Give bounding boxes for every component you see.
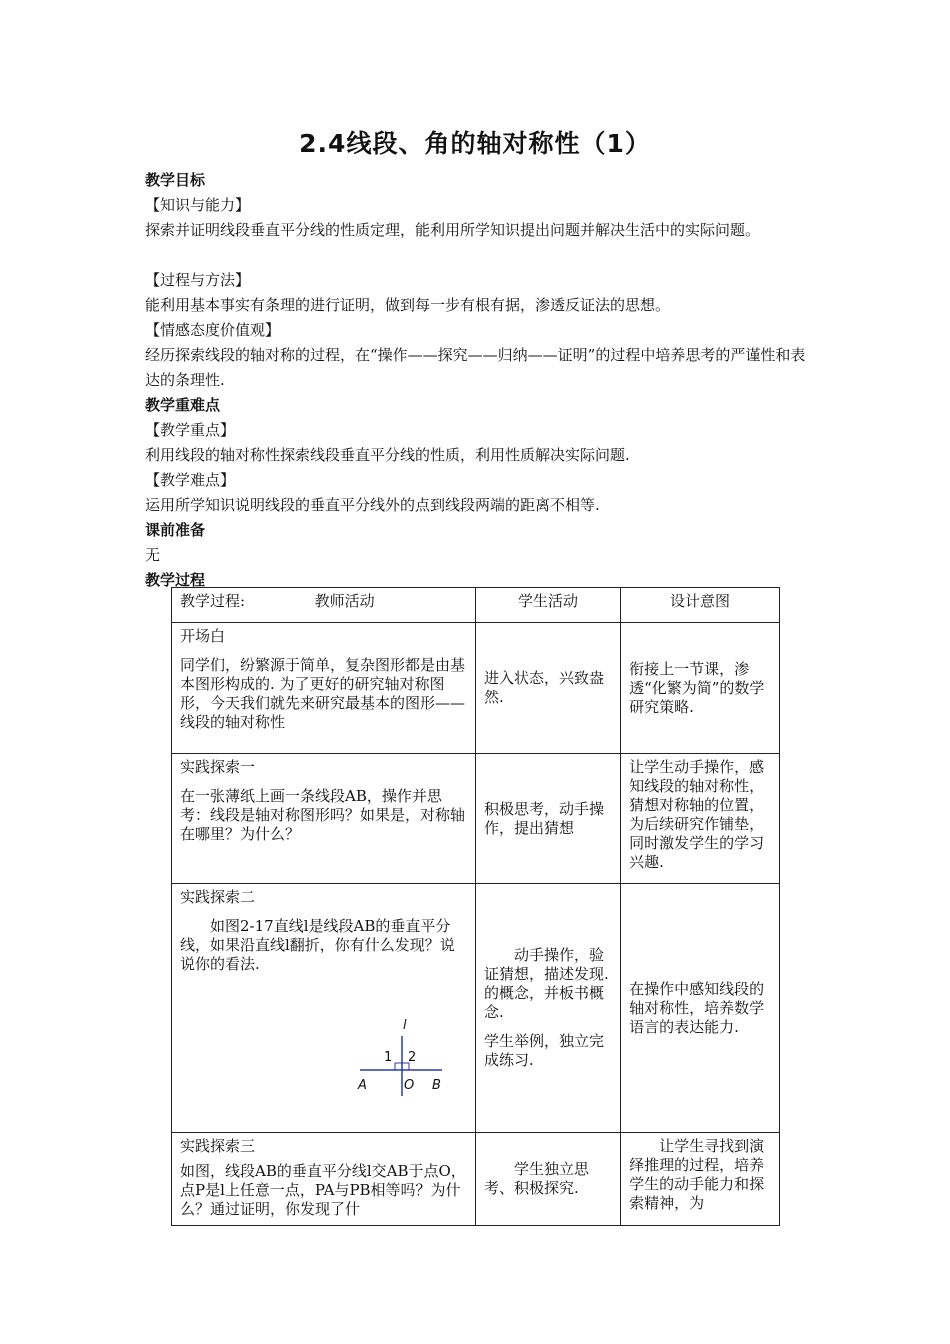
document-body [145, 168, 810, 593]
table-row [172, 884, 780, 1133]
page-title: 2.4线段、角的轴对称性（1） [299, 129, 651, 158]
heading-goals: 教学目标 [145, 171, 206, 189]
angle-label-2: 2 [408, 1050, 417, 1065]
row4-teacher-text: 如图，线段AB的垂直平分线l交AB于点O，点P是l上任意一点，PA与PB相等吗？为什么？通过证明，你发现了什 [180, 1162, 466, 1218]
perpendicular-bisector-figure [180, 986, 467, 1096]
para-knowledge: 探索并证明线段垂直平分线的性质定理，能利用所学知识提出问题并解决生活中的实际问题。 [145, 221, 761, 239]
angle-label-1: 1 [384, 1050, 393, 1065]
para-difficulty: 运用所学知识说明线段的垂直平分线外的点到线段两端的距离不相等. [145, 496, 600, 514]
row1-design-cell: 衔接上一节课，渗透“化繁为简”的数学研究策略. [621, 623, 780, 754]
row2-student-cell: 积极思考，动手操作，提出猜想 [476, 754, 621, 884]
bracket-key: 【教学重点】 [145, 421, 236, 439]
label-a: A [358, 1078, 367, 1093]
row2-teacher-text: 在一张薄纸上画一条线段AB，操作并思考：线段是轴对称图形吗？如果是，对称轴在哪里？为什么？ [180, 787, 466, 843]
row1-title: 开场白 [180, 627, 226, 645]
figure-svg [180, 986, 467, 1096]
row2-teacher-cell [172, 754, 476, 884]
bracket-difficulty: 【教学难点】 [145, 471, 236, 489]
bracket-knowledge: 【知识与能力】 [145, 196, 251, 214]
row2-title: 实践探索一 [180, 758, 256, 776]
label-l: l [403, 1018, 407, 1033]
row2-design-cell: 让学生动手操作，感知线段的轴对称性，猜想对称轴的位置，为后续研究作铺垫，同时激发学生的学习兴趣. [621, 754, 780, 884]
heading-process: 教学过程 [145, 571, 206, 589]
row3-design-cell: 在操作中感知线段的轴对称性，培养数学语言的表达能力. [621, 884, 780, 1133]
row1-student-cell: 进入状态，兴致盎然. [476, 623, 621, 754]
row3-title: 实践探索二 [180, 888, 256, 906]
header-teacher-cell [172, 588, 476, 623]
row3-student-text-a: 动手操作，验证猜想，描述发现. 的概念，并板书概念. [484, 946, 609, 1021]
process-table [171, 587, 780, 1226]
table-row [172, 754, 780, 884]
para-process: 能利用基本事实有条理的进行证明，做到每一步有根有据，渗透反证法的思想。 [145, 296, 671, 314]
row4-design-cell: 让学生寻找到演绎推理的过程，培养学生的动手能力和探索精神，为 [621, 1133, 780, 1226]
row1-teacher-cell [172, 623, 476, 754]
bracket-process: 【过程与方法】 [145, 271, 251, 289]
row3-teacher-cell [172, 884, 476, 1133]
row4-title: 实践探索三 [180, 1137, 256, 1155]
row4-teacher-cell [172, 1133, 476, 1226]
heading-preparation: 课前准备 [145, 521, 206, 539]
row3-teacher-text: 如图2-17直线l是线段AB的垂直平分线，如果沿直线l翻折，你有什么发现？说说你的看法. [180, 917, 455, 973]
row4-student-cell: 学生独立思考、积极探究. [476, 1133, 621, 1226]
para-key: 利用线段的轴对称性探索线段垂直平分线的性质，利用性质解决实际问题. [145, 446, 630, 464]
row1-teacher-text: 同学们，纷繁源于简单，复杂图形都是由基本图形构成的. 为了更好的研究轴对称图形，今天我们就先来研究最基本的图形——线段的轴对称性 [180, 656, 466, 731]
label-b: B [432, 1078, 441, 1093]
table-header-row [172, 588, 780, 623]
bracket-emotion: 【情感态度价值观】 [145, 321, 281, 339]
header-design-cell: 设计意图 [621, 588, 780, 623]
para-emotion: 经历探索线段的轴对称的过程，在“操作——探究——归纳——证明”的过程中培养思考的严谨性和表达的条理性. [145, 346, 806, 389]
row3-student-cell [476, 884, 621, 1133]
label-o: O [404, 1078, 415, 1093]
table-row [172, 623, 780, 754]
header-process-label: 教学过程: [180, 592, 246, 610]
row3-student-text-b: 学生举例，独立完成练习. [484, 1032, 605, 1069]
header-teacher-label: 教师活动 [314, 592, 375, 610]
heading-key-points: 教学重难点 [145, 396, 221, 414]
para-preparation: 无 [145, 546, 161, 564]
header-student-cell: 学生活动 [476, 588, 621, 623]
table-row [172, 1133, 780, 1226]
